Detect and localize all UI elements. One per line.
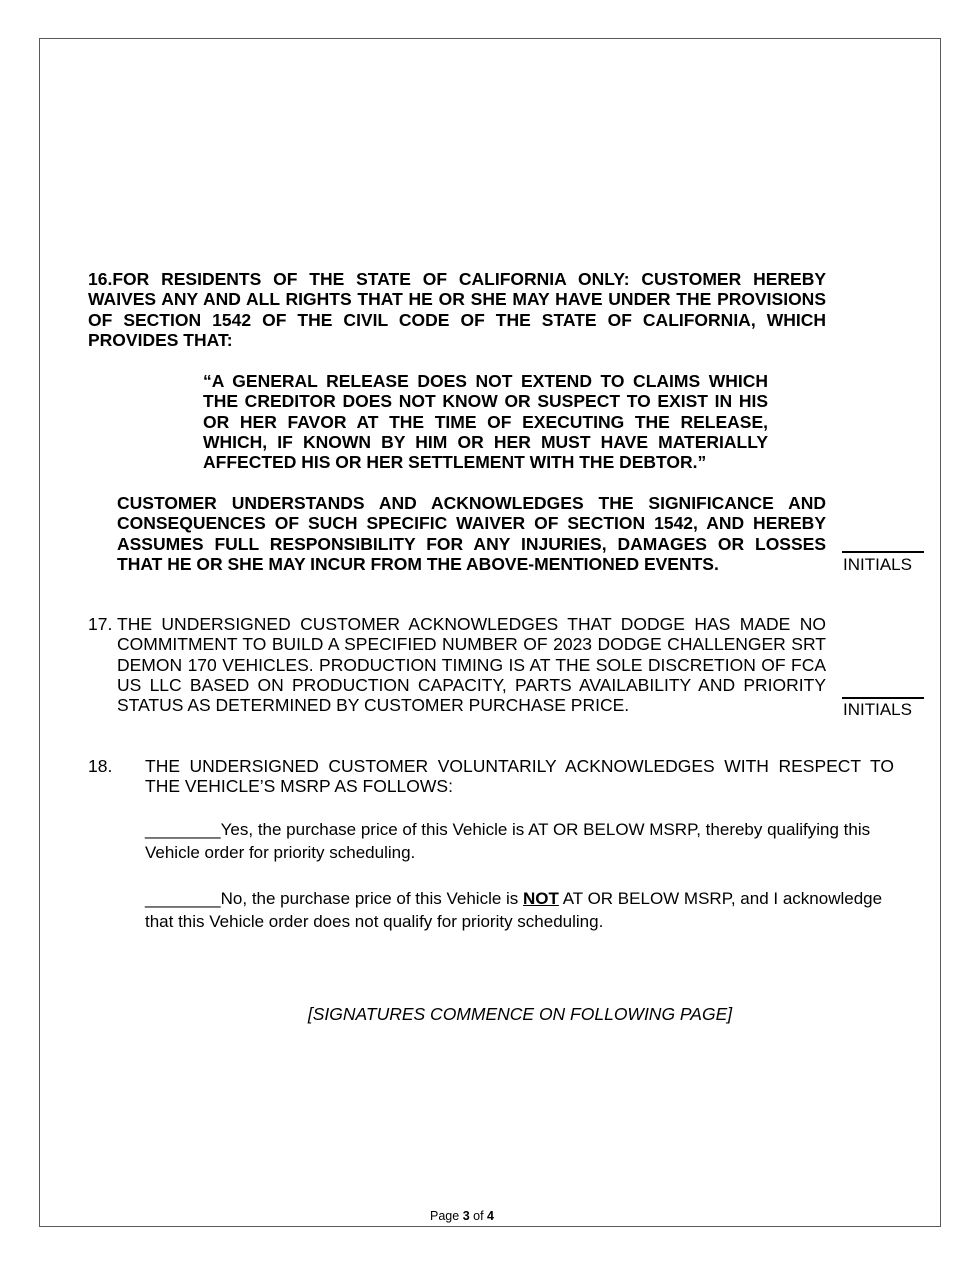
of-word: of: [469, 1209, 488, 1223]
section-17-text: THE UNDERSIGNED CUSTOMER ACKNOWLEDGES THAT DODGE HAS MADE NO COMMITMENT TO BUILD A SPECIFIED NUMBER OF 2023 DODGE CHALLENGER SRT DEMON 170 VEHICLES. PRODUCTION TIMING IS AT THE SOLE DISCRETION OF FCA US LLC BASED ON PRODUCTION CAPACITY, PARTS AVAILABILITY AND PRIORITY STATUS AS DETERMINED BY CUSTOMER PURCHASE PRICE.: [117, 614, 826, 716]
msrp-option-no: [145, 887, 885, 933]
no-option-emphasis: NOT: [523, 889, 559, 908]
msrp-option-yes: [145, 818, 885, 864]
section-17-number: 17.: [88, 614, 113, 634]
section-16-text: 16.FOR RESIDENTS OF THE STATE OF CALIFORNIA ONLY: CUSTOMER HEREBY WAIVES ANY AND ALL RIGHTS THAT HE OR SHE MAY HAVE UNDER THE PROVISIONS OF SECTION 1542 OF THE CIVIL CODE OF THE STATE OF CALIFORNIA, WHICH PROVIDES THAT:: [88, 269, 826, 350]
section-18-number: 18.: [88, 756, 113, 776]
no-option-text-after: AT OR BELOW MSRP, and I acknowledge that this Vehicle order does not qualify for priority scheduling.: [145, 889, 883, 931]
initials-line-16[interactable]: [842, 551, 924, 553]
page-number: [0, 1209, 924, 1223]
section-18-text: THE UNDERSIGNED CUSTOMER VOLUNTARILY ACKNOWLEDGES WITH RESPECT TO THE VEHICLE’S MSRP AS FOLLOWS:: [145, 756, 894, 797]
signature-note: [SIGNATURES COMMENCE ON FOLLOWING PAGE]: [307, 1004, 733, 1024]
initials-line-17[interactable]: [842, 697, 924, 699]
section-16-acknowledgment: CUSTOMER UNDERSTANDS AND ACKNOWLEDGES THE SIGNIFICANCE AND CONSEQUENCES OF SUCH SPECIFIC WAIVER OF SECTION 1542, AND HEREBY ASSUMES FULL RESPONSIBILITY FOR ANY INJURIES, DAMAGES OR LOSSES THAT HE OR SHE MAY INCUR FROM THE ABOVE-MENTIONED EVENTS.: [117, 493, 826, 574]
page-word: Page: [430, 1209, 463, 1223]
no-initial-blank[interactable]: ________: [145, 889, 221, 908]
total-pages: 4: [487, 1209, 494, 1223]
no-option-text-before: No, the purchase price of this Vehicle is: [220, 889, 524, 908]
yes-option-text: Yes, the purchase price of this Vehicle is AT OR BELOW MSRP, thereby qualifying this Vehicle order for priority scheduling.: [145, 820, 871, 862]
civil-code-quote: “A GENERAL RELEASE DOES NOT EXTEND TO CLAIMS WHICH THE CREDITOR DOES NOT KNOW OR SUSPECT TO EXIST IN HIS OR HER FAVOR AT THE TIME OF EXECUTING THE RELEASE, WHICH, IF KNOWN BY HIM OR HER MUST HAVE MATERIALLY AFFECTED HIS OR HER SETTLEMENT WITH THE DEBTOR.”: [203, 371, 768, 473]
initials-label-16: INITIALS: [843, 555, 912, 574]
initials-label-17: INITIALS: [843, 700, 912, 719]
yes-initial-blank[interactable]: ________: [145, 820, 221, 839]
current-page: 3: [462, 1209, 470, 1223]
